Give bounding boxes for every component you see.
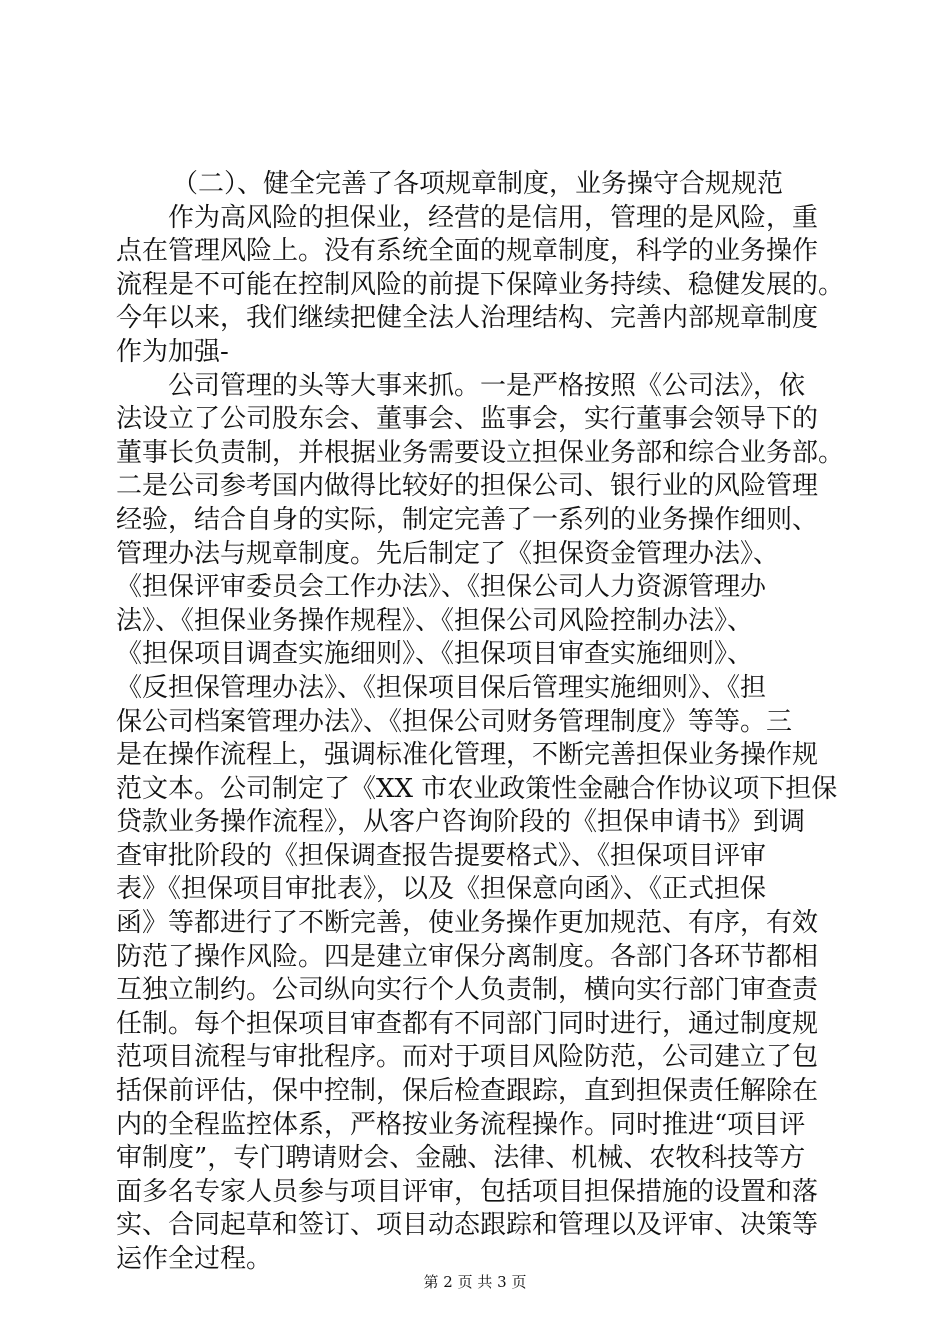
text-line: 法设立了公司股东会、董事会、监事会，实行董事会领导下的	[116, 404, 819, 435]
paragraph-2	[116, 370, 846, 1277]
text-line: 面多名专家人员参与项目评审，包括项目担保措施的设置和落	[116, 1176, 819, 1207]
text-line: 任制。每个担保项目审查都有不同部门同时进行，通过制度规	[116, 1008, 819, 1039]
text-line: 《担保项目调查实施细则》、《担保项目审查实施细则》、	[116, 639, 754, 670]
text-line: 保公司档案管理办法》、《担保公司财务管理制度》等等。三	[116, 706, 793, 737]
text-line: 《反担保管理办法》、《担保项目保后管理实施细则》、《担	[116, 672, 767, 703]
text-line: 实、合同起草和签订、项目动态跟踪和管理以及评审、决策等	[116, 1210, 819, 1241]
paragraph-1	[116, 202, 846, 370]
text-line: 作为高风险的担保业，经营的是信用，管理的是风险，重	[168, 202, 819, 233]
section-heading: （二）、健全完善了各项规章制度，业务操守合规规范	[172, 169, 784, 199]
text-line: 表》《担保项目审批表》，以及《担保意向函》、《正式担保	[116, 874, 767, 905]
text-line: 查审批阶段的《担保调查报告提要格式》、《担保项目评审	[116, 840, 767, 871]
text-line: 互独立制约。公司纵向实行个人负责制，横向实行部门审查责	[116, 975, 819, 1006]
text-line: 内的全程监控体系，严格按业务流程操作。同时推进“项目评	[116, 1109, 806, 1140]
document-body	[116, 168, 846, 1277]
text-line: 括保前评估，保中控制，保后检查跟踪，直到担保责任解除在	[116, 1076, 819, 1107]
text-line: 点在管理风险上。没有系统全面的规章制度，科学的业务操作	[116, 236, 819, 267]
page-footer: 第 2 页 共 3 页	[423, 1273, 527, 1291]
text-line: 防范了操作风险。四是建立审保分离制度。各部门各环节都相	[116, 941, 819, 972]
text-line: 流程是不可能在控制风险的前提下保障业务持续、稳健发展的。	[116, 269, 845, 300]
text-line: 公司管理的头等大事来抓。一是严格按照《公司法》，依	[168, 370, 806, 401]
text-line: 作为加强-	[116, 336, 229, 367]
text-line: 范文本。公司制定了《XX 市农业政策性金融合作协议项下担保	[116, 773, 838, 804]
text-line: 法》、《担保业务操作规程》、《担保公司风险控制办法》、	[116, 605, 754, 636]
text-line: 是在操作流程上，强调标准化管理，不断完善担保业务操作规	[116, 740, 819, 771]
text-line: 运作全过程。	[116, 1244, 273, 1274]
text-line: 管理办法与规章制度。先后制定了《担保资金管理办法》、	[116, 538, 780, 569]
text-line: 《担保评审委员会工作办法》、《担保公司人力资源管理办	[116, 572, 767, 603]
text-line: 董事长负责制，并根据业务需要设立担保业务部和综合业务部。	[116, 437, 845, 468]
text-line: 经验，结合自身的实际，制定完善了一系列的业务操作细则、	[116, 504, 819, 535]
text-line: 审制度”，专门聘请财会、金融、法律、机械、农牧科技等方	[116, 1143, 806, 1174]
text-line: 范项目流程与审批程序。而对于项目风险防范，公司建立了包	[116, 1042, 819, 1073]
text-line: 二是公司参考国内做得比较好的担保公司、银行业的风险管理	[116, 471, 819, 502]
text-line: 贷款业务操作流程》，从客户咨询阶段的《担保申请书》到调	[116, 807, 806, 838]
text-line: 今年以来，我们继续把健全法人治理结构、完善内部规章制度	[116, 303, 819, 334]
text-line: 函》等都进行了不断完善，使业务操作更加规范、有序，有效	[116, 908, 819, 939]
